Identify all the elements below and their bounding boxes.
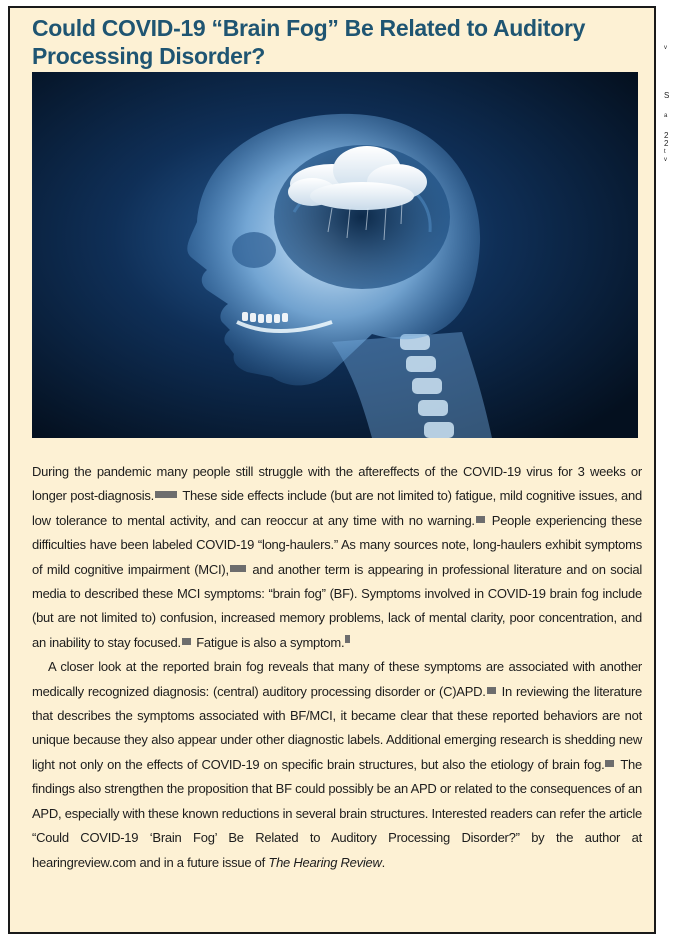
p1-sentence-4: and another term is appearing in professional literature and on social media to described these MCI symptoms: “brain fog” (BF). Symptoms involved in COVID-19 brain fog include (but are not limited to) confusion, increased memory problems, lack of mental clarity, poor concentration, and an inability to stay focused. [32,561,643,650]
citation-marker [487,687,496,694]
citation-marker [155,491,177,498]
journal-name: The Hearing Review [268,854,382,870]
p2-sentence-2: In reviewing the literature that describes the symptoms associated with BF/MCI, it became clear that these reported behaviors are not unique because they also appear under other diagnostic labels. Additional emerging research is shedding new light not only on the effects of COVID-19 on specific brain structures, but also the etiology of brain fog. [32,683,642,772]
margin-glyph: 2 [664,139,669,148]
p1-sentence-3: People experiencing these difficulties have been labeled COVID-19 “long-haulers.” As many sources note, long-haulers exhibit symptoms of mild cognitive impairment (MCI), [32,512,642,577]
margin-glyph: v [664,45,667,51]
p2-sentence-3: The findings also strengthen the proposition that BF could possibly be an APD or related to the consequences of an APD, especially with these known reductions in several brain structures. Interested readers can refer the article “Could COVID-19 ‘Brain Fog’ Be Related to Auditory Processing Disorder?” by the author at hearingreview.com and in a future issue of [32,756,642,870]
xray-head-cloud-icon [32,72,638,438]
margin-fragments [664,30,676,164]
margin-glyph: t [664,149,666,155]
p1-sentence-1: During the pandemic many people still struggle with the aftereffects of the COVID-19 virus for 3 weeks or longer post-diagnosis. [32,464,642,504]
margin-glyph: v [664,157,667,163]
article-body [32,460,642,875]
margin-glyph: a [664,113,668,119]
citation-marker [605,760,614,767]
p2-end: . [381,854,386,870]
citation-marker [476,516,485,523]
sidebar-box [8,6,656,934]
margin-glyph: 2 [664,131,669,140]
citation-marker [345,635,350,643]
citation-marker [182,638,191,645]
p1-sentence-5: Fatigue is also a symptom. [192,634,345,650]
paragraph-2 [32,655,642,875]
p2-sentence-1: A closer look at the reported brain fog reveals that many of these symptoms are associated with another medically recognized diagnosis: (central) auditory processing disorder or (C)APD. [32,659,642,699]
margin-glyph: S [664,91,670,100]
xray-head-figure [32,72,638,438]
citation-marker [230,565,246,572]
paragraph-1 [32,460,642,655]
p1-sentence-2: These side effects include (but are not limited to) fatigue, mild cognitive issues, and low tolerance to mental activity, and can reoccur at any time with no warning. [32,488,642,528]
article-title: Could COVID-19 “Brain Fog” Be Related to Auditory Processing Disorder? [32,15,586,69]
